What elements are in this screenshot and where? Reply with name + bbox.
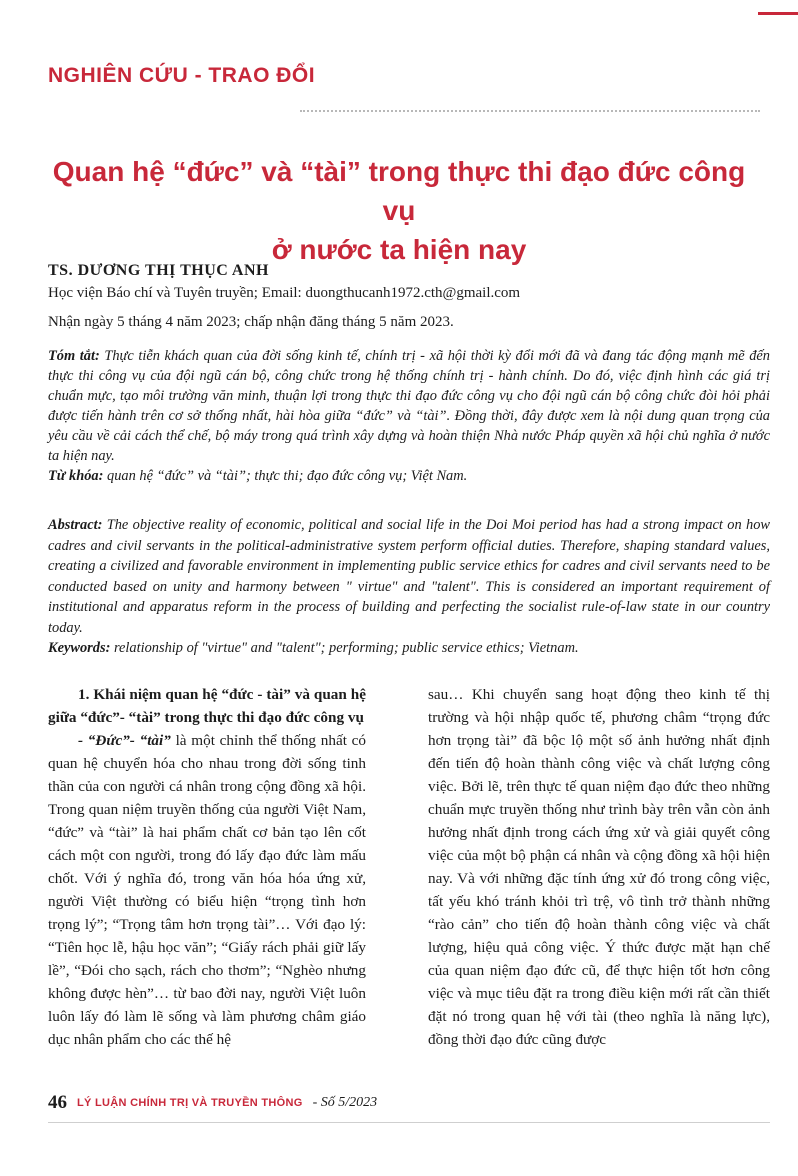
section-label: NGHIÊN CỨU - TRAO ĐỔI — [48, 64, 316, 87]
dotted-divider — [300, 110, 760, 118]
left-lead: - “Đức”- “tài” — [78, 732, 171, 749]
left-paragraph — [48, 729, 366, 1051]
section-heading: 1. Khái niệm quan hệ “đức - tài” và quan hệ giữa “đức”- “tài” trong thực thi đạo đức công vụ — [48, 686, 366, 726]
abstract-label: Abstract: — [48, 517, 103, 533]
title-line-2: ở nước ta hiện nay — [271, 234, 527, 265]
abstract-en — [48, 515, 770, 659]
body-column-right — [428, 683, 770, 1051]
keywords-vi: quan hệ “đức” và “tài”; thực thi; đạo đức công vụ; Việt Nam. — [107, 468, 468, 484]
page-number: 46 — [48, 1092, 67, 1113]
left-body: là một chỉnh thể thống nhất có quan hệ chuyển hóa cho nhau trong đời sống tinh thần của con người cá nhân trong cộng đồng xã hội. Trong quan niệm truyền thống của người Việt Nam, “đức” và “tài” là hai phẩm chất cơ bản tạo lên cốt cách một con người, trong đó lấy đạo đức làm mấu chốt. Với ý nghĩa đó, trong văn hóa hóa ứng xử, người Việt thường có biểu hiện “trọng tình hơn trọng lý”; “Trọng tâm hơn trọng tài”… Với đạo lý: “Tiên học lễ, hậu học văn”; “Giấy rách phải giữ lấy lề”, “Đói cho sạch, rách cho thơm”; “Nghèo nhưng không được hèn”… từ bao đời nay, người Việt luôn luôn lấy đó làm lẽ sống và làm phương châm giáo dục nhân phẩm cho các thế hệ — [48, 732, 366, 1048]
article-title — [40, 152, 758, 269]
abstract-text: The objective reality of economic, political and social life in the Doi Moi period has had a strong impact on how cadres and civil servants in the political-administrative system perform official duties. Therefore, shaping standard values, creating a civilized and favorable environment in implementing public service ethics for cadres and civil servants need to be conducted based on unity and harmony between " virtue" and "talent". This is considered an important requirement of institutional and apparatus reform in the process of building and perfecting the socialist rule-of-law state in our country today. — [48, 517, 770, 636]
footer-rule — [48, 1122, 770, 1123]
summary-label: Tóm tắt: — [48, 348, 100, 364]
issue-number: - Số 5/2023 — [312, 1095, 378, 1110]
summary-text: Thực tiễn khách quan của đời sống kinh tế, chính trị - xã hội thời kỳ đổi mới đã và đang tác động mạnh mẽ đến thực thi công vụ của đội ngũ cán bộ, công chức trong hệ thống chính trị - hành chính. Do đó, việc định hình các giá trị chuẩn mực, tạo môi trường văn minh, thuận lợi trong thực thi đạo đức công vụ cho đội ngũ cán bộ công chức đòi hỏi phải được tiến hành trên cơ sở thống nhất, hài hòa giữa “đức” và “tài”. Đồng thời, đây được xem là nội dung quan trọng của yêu cầu về cải cách thể chế, bộ máy trong quá trình xây dựng và hoàn thiện Nhà nước Pháp quyền xã hội chủ nghĩa ở nước ta hiện nay. — [48, 348, 770, 464]
keywords-vi-label: Từ khóa: — [48, 468, 104, 484]
title-line-1: Quan hệ “đức” và “tài” trong thực thi đạo đức công vụ — [52, 156, 746, 226]
author-name: TS. DƯƠNG THỊ THỤC ANH — [48, 262, 269, 279]
received-date: Nhận ngày 5 tháng 4 năm 2023; chấp nhận đăng tháng 5 năm 2023. — [48, 314, 454, 330]
corner-mark — [758, 0, 798, 15]
journal-name: LÝ LUẬN CHÍNH TRỊ VÀ TRUYỀN THÔNG — [77, 1097, 303, 1109]
body-column-left — [48, 683, 366, 1051]
page-footer — [48, 1090, 377, 1116]
keywords-en: relationship of "virtue" and "talent"; performing; public service ethics; Vietnam. — [113, 640, 579, 656]
author-affiliation: Học viện Báo chí và Tuyên truyền; Email: duongthucanh1972.cth@gmail.com — [48, 285, 521, 301]
summary-vi — [48, 346, 770, 486]
right-body: sau… Khi chuyển sang hoạt động theo kinh tế thị trường và hội nhập quốc tế, phương châm “trọng đức hơn trọng tài” đã bộc lộ một số ảnh hưởng nhất định đến tiến độ hoàn thành công việc và chất lượng công việc. Bởi lẽ, trên thực tế quan niệm đạo đức theo những chuẩn mực truyền thống như trình bày trên vẫn còn ảnh hưởng nhất định trong cách ứng xử và giải quyết công việc của một bộ phận cá nhân và cộng đồng xã hội hiện nay. Và với những đặc tính ứng xử đó trong công việc, tất yếu khó tránh khỏi trì trệ, vô tình trở thành những “rào cản” cho tiến độ hoàn thành công việc và chất lượng, hiệu quả công việc. Ý thức được mặt hạn chế của quan niệm đạo đức cũ, để thực hiện tốt hơn công việc và mục tiêu đặt ra trong điều kiện mới rất cần thiết đặt nó trong quan hệ với tài (theo nghĩa là năng lực), đồng thời đạo đức cũng được — [428, 686, 770, 1048]
keywords-en-label: Keywords: — [48, 640, 111, 656]
